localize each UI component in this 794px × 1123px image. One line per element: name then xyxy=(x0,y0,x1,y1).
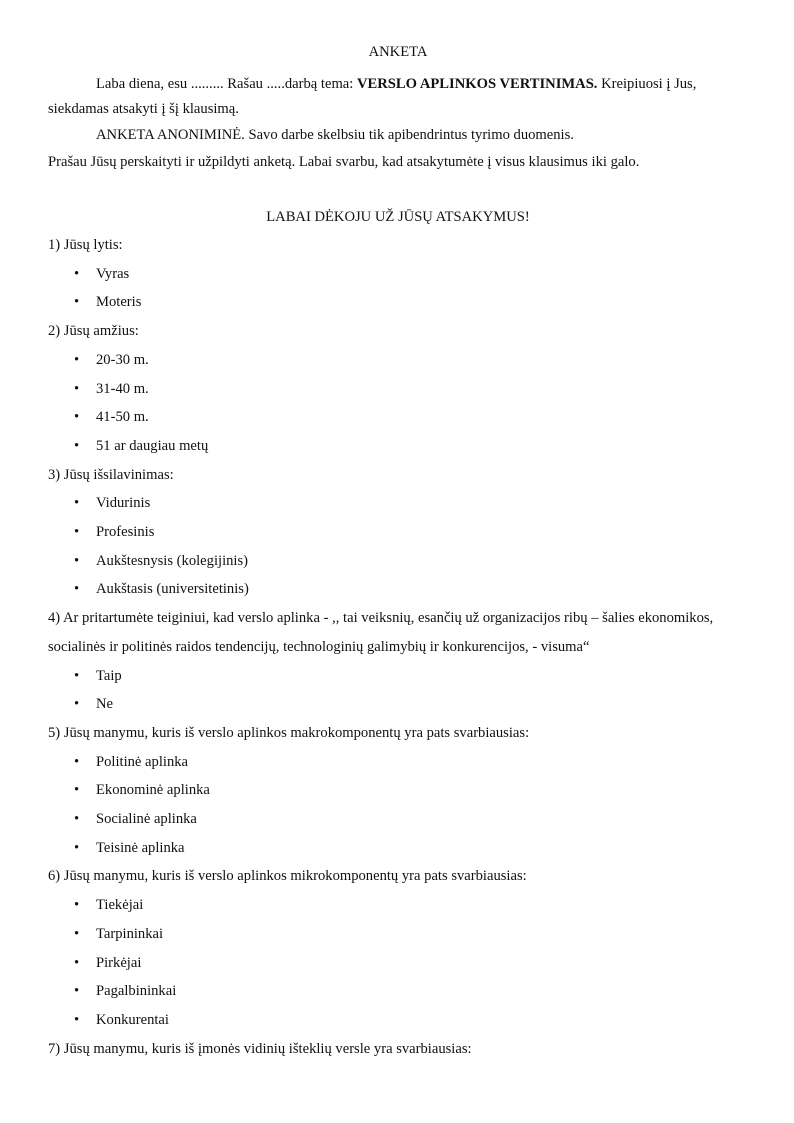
document-title: ANKETA xyxy=(368,44,428,60)
option-item xyxy=(48,748,748,777)
option-item xyxy=(48,518,748,547)
bullet-icon: • xyxy=(74,954,80,971)
option-item xyxy=(48,489,748,518)
document-page xyxy=(48,44,748,1063)
option-item xyxy=(48,575,748,604)
option-item xyxy=(48,547,748,576)
bullet-icon: • xyxy=(74,753,80,770)
question-block xyxy=(48,604,748,719)
bullet-icon: • xyxy=(74,495,80,512)
option-label: Vidurinis xyxy=(96,495,151,512)
option-item xyxy=(48,288,748,317)
bullet-icon: • xyxy=(74,897,80,914)
question-text: 4) Ar pritartumėte teiginiui, kad verslo aplinka - ,, tai veiksnių, esančių už organizacijos ribų – šalies ekonomikos, socialinės ir politinės raidos tendencijų, technologinių galimybių ir konkurencijos, - visuma“ xyxy=(48,610,714,655)
option-item xyxy=(48,346,748,375)
request-paragraph: Prašau Jūsų perskaityti ir užpildyti anketą. Labai svarbu, kad atsakytumėte į visus klausimus iki galo. xyxy=(48,154,640,170)
question-text: 1) Jūsų lytis: xyxy=(48,237,123,253)
question-block xyxy=(48,862,748,1034)
option-label: Socialinė aplinka xyxy=(96,811,197,828)
option-label: 41-50 m. xyxy=(96,409,149,426)
option-item xyxy=(48,977,748,1006)
option-label: Ekonominė aplinka xyxy=(96,782,210,799)
anonymous-notice: ANKETA ANONIMINĖ. Savo darbe skelbsiu tik apibendrintus tyrimo duomenis. xyxy=(96,127,574,143)
option-item xyxy=(48,432,748,461)
options-list xyxy=(48,662,748,719)
options-list xyxy=(48,891,748,1035)
bullet-icon: • xyxy=(74,696,80,713)
options-list xyxy=(48,260,748,317)
option-item xyxy=(48,375,748,404)
bullet-icon: • xyxy=(74,839,80,856)
question-text: 2) Jūsų amžius: xyxy=(48,323,139,340)
option-label: 51 ar daugiau metų xyxy=(96,437,209,454)
option-label: Vyras xyxy=(96,265,130,282)
options-list xyxy=(48,489,748,604)
bullet-icon: • xyxy=(74,1011,80,1028)
question-text: 7) Jūsų manymu, kuris iš įmonės vidinių išteklių versle yra svarbiausias: xyxy=(48,1040,472,1057)
option-label: 20-30 m. xyxy=(96,351,149,368)
bullet-icon: • xyxy=(74,294,80,311)
option-item xyxy=(48,403,748,432)
question-block xyxy=(48,231,748,317)
option-label: 31-40 m. xyxy=(96,380,149,397)
option-label: Moteris xyxy=(96,294,142,311)
options-list xyxy=(48,748,748,863)
option-item xyxy=(48,949,748,978)
option-label: Teisinė aplinka xyxy=(96,839,185,856)
intro-text-continued: Kreipiuosi į Jus, siekdamas atsakyti į šį klausimą. xyxy=(48,76,697,117)
option-label: Politinė aplinka xyxy=(96,753,189,770)
bullet-icon: • xyxy=(74,811,80,828)
bullet-icon: • xyxy=(74,380,80,397)
bullet-icon: • xyxy=(74,983,80,1000)
option-item xyxy=(48,1006,748,1035)
topic-title: VERSLO APLINKOS VERTINIMAS. xyxy=(356,76,598,92)
question-block xyxy=(48,317,748,461)
intro-paragraph xyxy=(48,72,748,122)
option-label: Pirkėjai xyxy=(96,954,142,971)
option-item xyxy=(48,891,748,920)
option-label: Tarpininkai xyxy=(96,925,164,942)
option-label: Profesinis xyxy=(96,524,155,541)
option-label: Aukštesnysis (kolegijinis) xyxy=(96,552,249,569)
bullet-icon: • xyxy=(74,552,80,569)
intro-text: Laba diena, esu ......... Rašau .....darbą tema: xyxy=(96,76,357,92)
question-block xyxy=(48,1035,748,1064)
bullet-icon: • xyxy=(74,782,80,799)
option-item xyxy=(48,662,748,691)
option-label: Taip xyxy=(96,667,122,684)
option-label: Pagalbininkai xyxy=(96,983,177,1000)
option-label: Ne xyxy=(96,696,114,713)
option-label: Konkurentai xyxy=(96,1011,169,1028)
option-item xyxy=(48,920,748,949)
question-block xyxy=(48,719,748,863)
option-item xyxy=(48,834,748,863)
question-text: 5) Jūsų manymu, kuris iš verslo aplinkos makrokomponentų yra pats svarbiausias: xyxy=(48,724,530,741)
bullet-icon: • xyxy=(74,351,80,368)
option-item xyxy=(48,260,748,289)
bullet-icon: • xyxy=(74,925,80,942)
bullet-icon: • xyxy=(74,581,80,598)
thanks-heading: LABAI DĖKOJU UŽ JŪSŲ ATSAKYMUS! xyxy=(266,209,530,225)
option-item xyxy=(48,690,748,719)
question-text: 3) Jūsų išsilavinimas: xyxy=(48,466,174,483)
option-item xyxy=(48,805,748,834)
bullet-icon: • xyxy=(74,667,80,684)
option-item xyxy=(48,776,748,805)
question-block xyxy=(48,461,748,605)
options-list xyxy=(48,346,748,461)
bullet-icon: • xyxy=(74,409,80,426)
bullet-icon: • xyxy=(74,524,80,541)
option-label: Tiekėjai xyxy=(96,897,144,914)
bullet-icon: • xyxy=(74,437,80,454)
option-label: Aukštasis (universitetinis) xyxy=(96,581,249,598)
question-text: 6) Jūsų manymu, kuris iš verslo aplinkos mikrokomponentų yra pats svarbiausias: xyxy=(48,868,527,885)
bullet-icon: • xyxy=(74,265,80,282)
